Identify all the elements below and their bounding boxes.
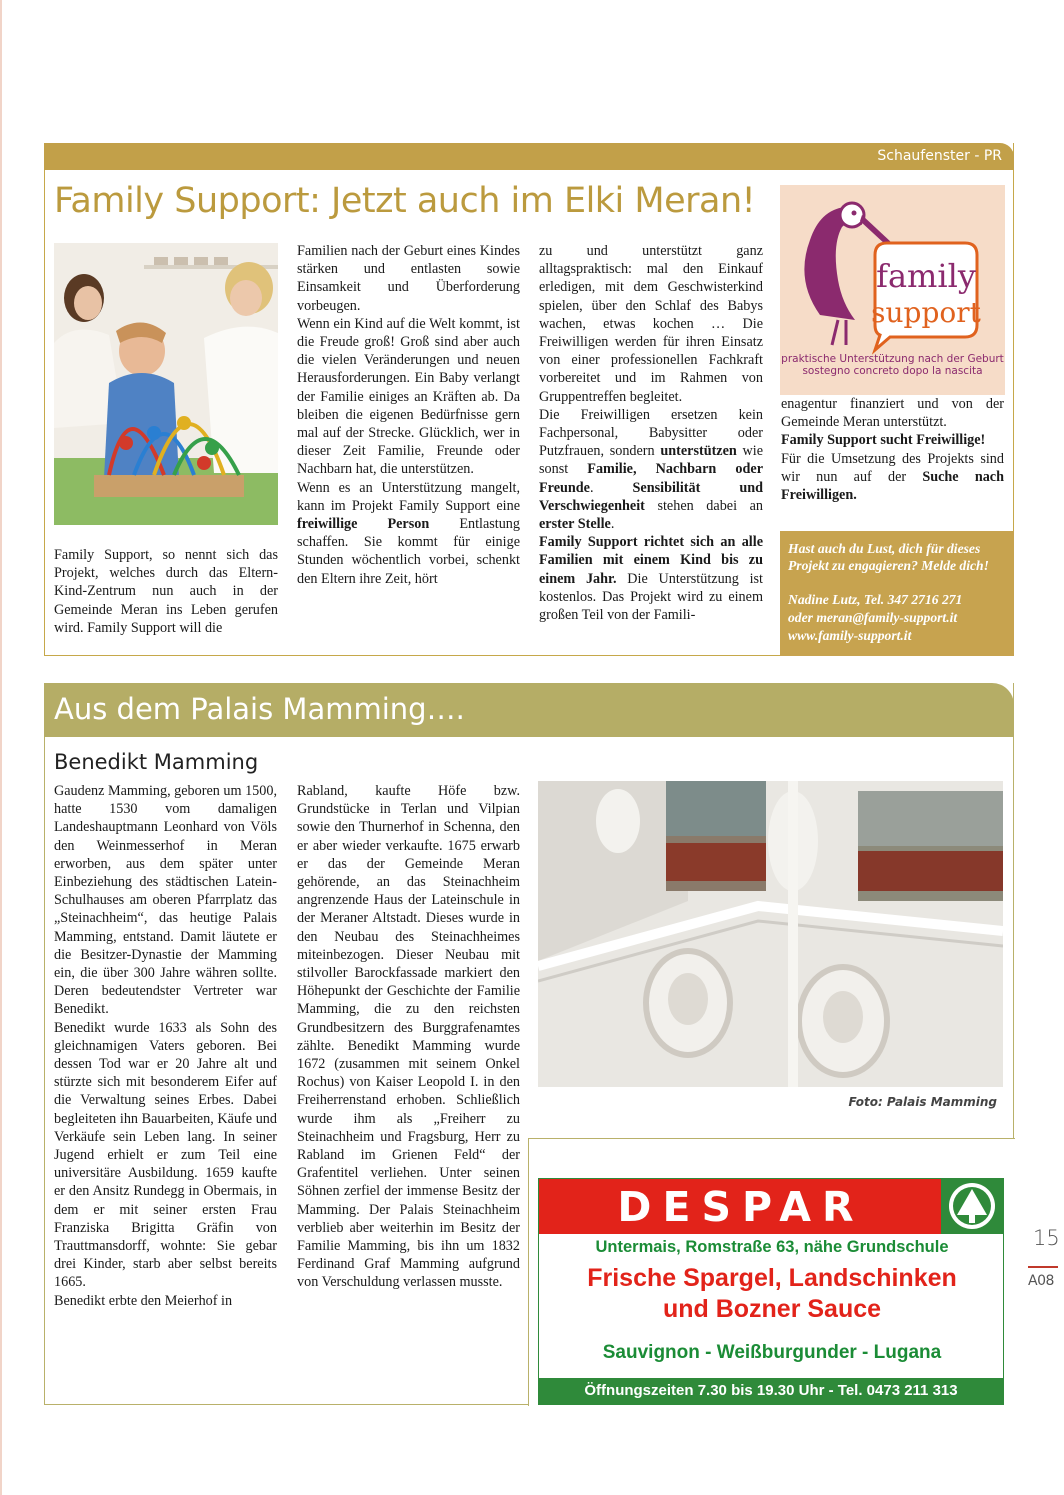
text-run: Entlastung schaffen. Sie kommt für einige Stunden wöchentlich vorbei, schenkt den Eltern ihre Zeit, hört [297, 516, 520, 587]
article1-col2 [297, 242, 520, 588]
text-run: . [589, 479, 633, 496]
bold-run: freiwillige Person [297, 516, 430, 533]
section2-header-bar [44, 683, 1014, 737]
info-line: Projekt zu engagieren? Melde dich! [788, 558, 989, 573]
article1-col4 [781, 395, 1004, 504]
bold-run: Family Support richtet sich an alle Familien mit einem Kind bis zu einem Jahr. [539, 534, 763, 587]
logo-word-support: support [871, 296, 981, 329]
page-number-divider [1028, 1266, 1058, 1268]
paragraph: Benedikt wurde 1633 als Sohn des gleichnamigen Vaters geboren. Bei dessen Tod war er 20 Jahre alt und stürzte sich mit besonderem Eifer auf die Verwaltung seines Erbes. Dabei begleiteten ihn Bauarbeiten, Käufe und Verkäufe sein Leben lang. In seiner Jugend erhielt er zum Teil eine universitäre Ausbildung. 1659 kaufte er den Ansitz Rundegg in Obermais, in dem er mit seiner ersten Frau Franziska Brigitta Gräfin von Trauttmansdorff, wohnte: Sie gebar drei Kinder, starb aber selbst bereits 1665. [54, 1019, 277, 1291]
text-run: Wenn es an Unterstützung mangelt, kann im Projekt Family Support eine [297, 479, 520, 514]
paragraph: Benedikt erbte den Meierhof in [54, 1292, 233, 1309]
wine-list: Sauvignon - Weißburgunder - Lugana [602, 1342, 942, 1363]
ad-area-left-border [528, 1138, 529, 1406]
logo-subtitle-de: praktische Unterstützung nach der Geburt [781, 353, 1004, 365]
paragraph: Rabland, kaufte Höfe bzw. Grundstücke in Terlan und Vilpian sowie den Thurnerhof in Schenna, den er aber wieder verkaufte. 1675 erwarb er das der Gemeinde Meran gehörende, an das Steinachheim angrenzende Haus der Lateinschule in der Meraner Altstadt. Dieses wurde in den Neubau des Steinachheimes miteinbezogen. Dieser Neubau mit stilvoller Barockfassade markiert den Höhepunkt der Geschichte der Familie Mamming, die zu den reichsten Grundbesitzern des Burggrafenamtes zählte. Benedikt Mamming wurde 1672 (zusammen mit seinem Onkel Rochus) von Kaiser Leopold I. in den Freiherrenstand erhoben. Schließlich wurde ihm als „Freiherr zu Steinachheim und Fragsburg, Herr zu Rabland im Grienen Feld“ der Grafentitel verliehen. Unter seinen Söhnen zerfiel der immense Besitz der Mamming. Der Palais Steinachheim verblieb aber weiterhin im Besitz der Familie Mamming, bis ihn um 1832 Ferdinand Graf Mamming aufgrund von Verschuldung verlassen musste. [297, 783, 520, 1291]
paragraph [539, 533, 763, 624]
article2-col2 [297, 782, 520, 1292]
article1-col1-paragraph: Family Support, so nennt sich das Projekt, welches durch das Eltern-Kind-Zentrum nun auch in der Gemeinde Meran ins Leben gerufen wird. Family Support will die [54, 547, 278, 636]
article1-col3 [539, 242, 763, 624]
despar-tree-icon [941, 1179, 1003, 1234]
text-run: stehen dabei an [644, 497, 763, 514]
tree-icon [941, 1179, 1003, 1234]
article1-col1 [54, 546, 278, 637]
info-line: Hast auch du Lust, dich für dieses [788, 541, 981, 556]
paragraph: Familien nach der Geburt eines Kindes stärken und entlasten sowie Einsamkeit und Überforderung vorbeugen. [297, 243, 520, 314]
section-tag: Schaufenster - PR [877, 148, 1002, 164]
paragraph [539, 406, 763, 533]
text-run: Die Freiwilligen ersetzen kein Fachpersonal, Babysitter oder Putzfrauen, sondern [539, 406, 763, 460]
bold-run: unterstützen [660, 443, 737, 460]
ad-area-top-border [528, 1138, 1015, 1139]
despar-header [539, 1179, 943, 1234]
family-photo-illustration [54, 243, 278, 525]
palais-interior-photo [538, 781, 1003, 1087]
despar-brand: DESPAR [617, 1183, 865, 1231]
section2-title: Aus dem Palais Mamming…. [54, 692, 465, 726]
section1-header-bar [44, 143, 1014, 170]
bold-run: erster Stelle [539, 516, 611, 533]
paragraph [297, 479, 520, 588]
page-edge-line [0, 0, 2, 1495]
contact-phone: Nadine Lutz, Tel. 347 2716 271 [788, 592, 963, 607]
opening-hours: Öffnungszeiten 7.30 bis 19.30 Uhr - Tel. 0473 211 313 [539, 1378, 1003, 1404]
bold-run: Family Support sucht Freiwillige! [781, 432, 986, 449]
store-address: Untermais, Romstraße 63, nähe Grundschule [595, 1238, 949, 1256]
despar-advertisement [538, 1178, 1004, 1405]
logo-subtitle-it: sostegno concreto dopo la nascita [802, 365, 983, 377]
page-number: 15 [1033, 1226, 1060, 1250]
text-run: Für die Umsetzung des Projekts sind wir nun auf der [781, 450, 1004, 485]
article2-col1 [54, 782, 277, 1310]
volunteer-contact-box [780, 531, 1014, 656]
paragraph [781, 450, 1004, 505]
ad-headline-line2: und Bozner Sauce [662, 1295, 882, 1323]
bold-run: Familie, Nachbarn oder Freunde [539, 461, 764, 496]
photo-caption: Foto: Palais Mamming [848, 1095, 997, 1109]
bold-run: Suche nach Freiwilligen. [781, 468, 1004, 504]
palais-interior-illustration [538, 781, 1003, 1087]
ad-headline-line1: Frische Spargel, Landschinken [587, 1264, 957, 1292]
paragraph: Gaudenz Mamming, geboren um 1500, hatte 1530 vom damaligen Landeshauptmann Leonhard von Völs den Weinmesserhof in Meran erworben, aus dem später unter Einbeziehung des städtischen Latein-Schulhauses am oberen Pfarrplatz das „Steinachheim“, das heutige Palais Mamming, entstand. Damit läutete er die Besitzer-Dynastie der Mamming ein, die über 300 Jahre währen sollte. Deren bedeutendster Vertreter war Benedikt. [54, 783, 278, 1018]
paragraph: Wenn ein Kind auf die Welt kommt, ist die Freude groß! Groß sind aber auch die vielen Veränderungen und neuen Herausforderungen. Ein Baby verlangt der Familie einiges an Kräften ab. Da bleiben die eigenen Bedürfnisse gern mal auf der Strecke. Glücklich, wer in dieser Zeit Familie, Freunde oder Nachbarn hat, die unterstützen. [297, 315, 520, 478]
article-title: Family Support: Jetzt auch im Elki Meran! [54, 181, 756, 221]
paragraph: zu und unterstützt ganz alltagspraktisch: mal den Einkauf erledigen, mit dem Geschwisterkind spielen, über den Schlaf des Babys wachen, etwas kochen … Die Freiwilligen werden für ihren Einsatz von einer professionellen Fachkraft vorbereitet und im Rahmen von Gruppentreffen begleitet. [539, 243, 763, 405]
logo-word-family: family [876, 257, 976, 295]
stork-logo-icon [780, 185, 1005, 355]
page-code: A08 [1028, 1273, 1054, 1289]
family-support-logo [780, 185, 1005, 395]
contact-website: www.family-support.it [788, 628, 912, 643]
section2-subtitle: Benedikt Mamming [54, 750, 259, 774]
family-photo [54, 243, 278, 525]
text-run: Die Unterstützung ist kostenlos. Das Projekt wird zu einem großen Teil von der Famili- [539, 570, 763, 624]
paragraph: enagentur finanziert und von der Gemeinde Meran unterstützt. [781, 396, 1004, 431]
text-run: . [610, 516, 615, 533]
ad-headline [539, 1263, 1005, 1325]
paragraph [781, 431, 1004, 449]
bold-run: Sensibilität und Verschwiegenheit [539, 479, 763, 514]
contact-email: oder meran@family-support.it [788, 610, 958, 625]
text-run: wie sonst [539, 443, 763, 478]
